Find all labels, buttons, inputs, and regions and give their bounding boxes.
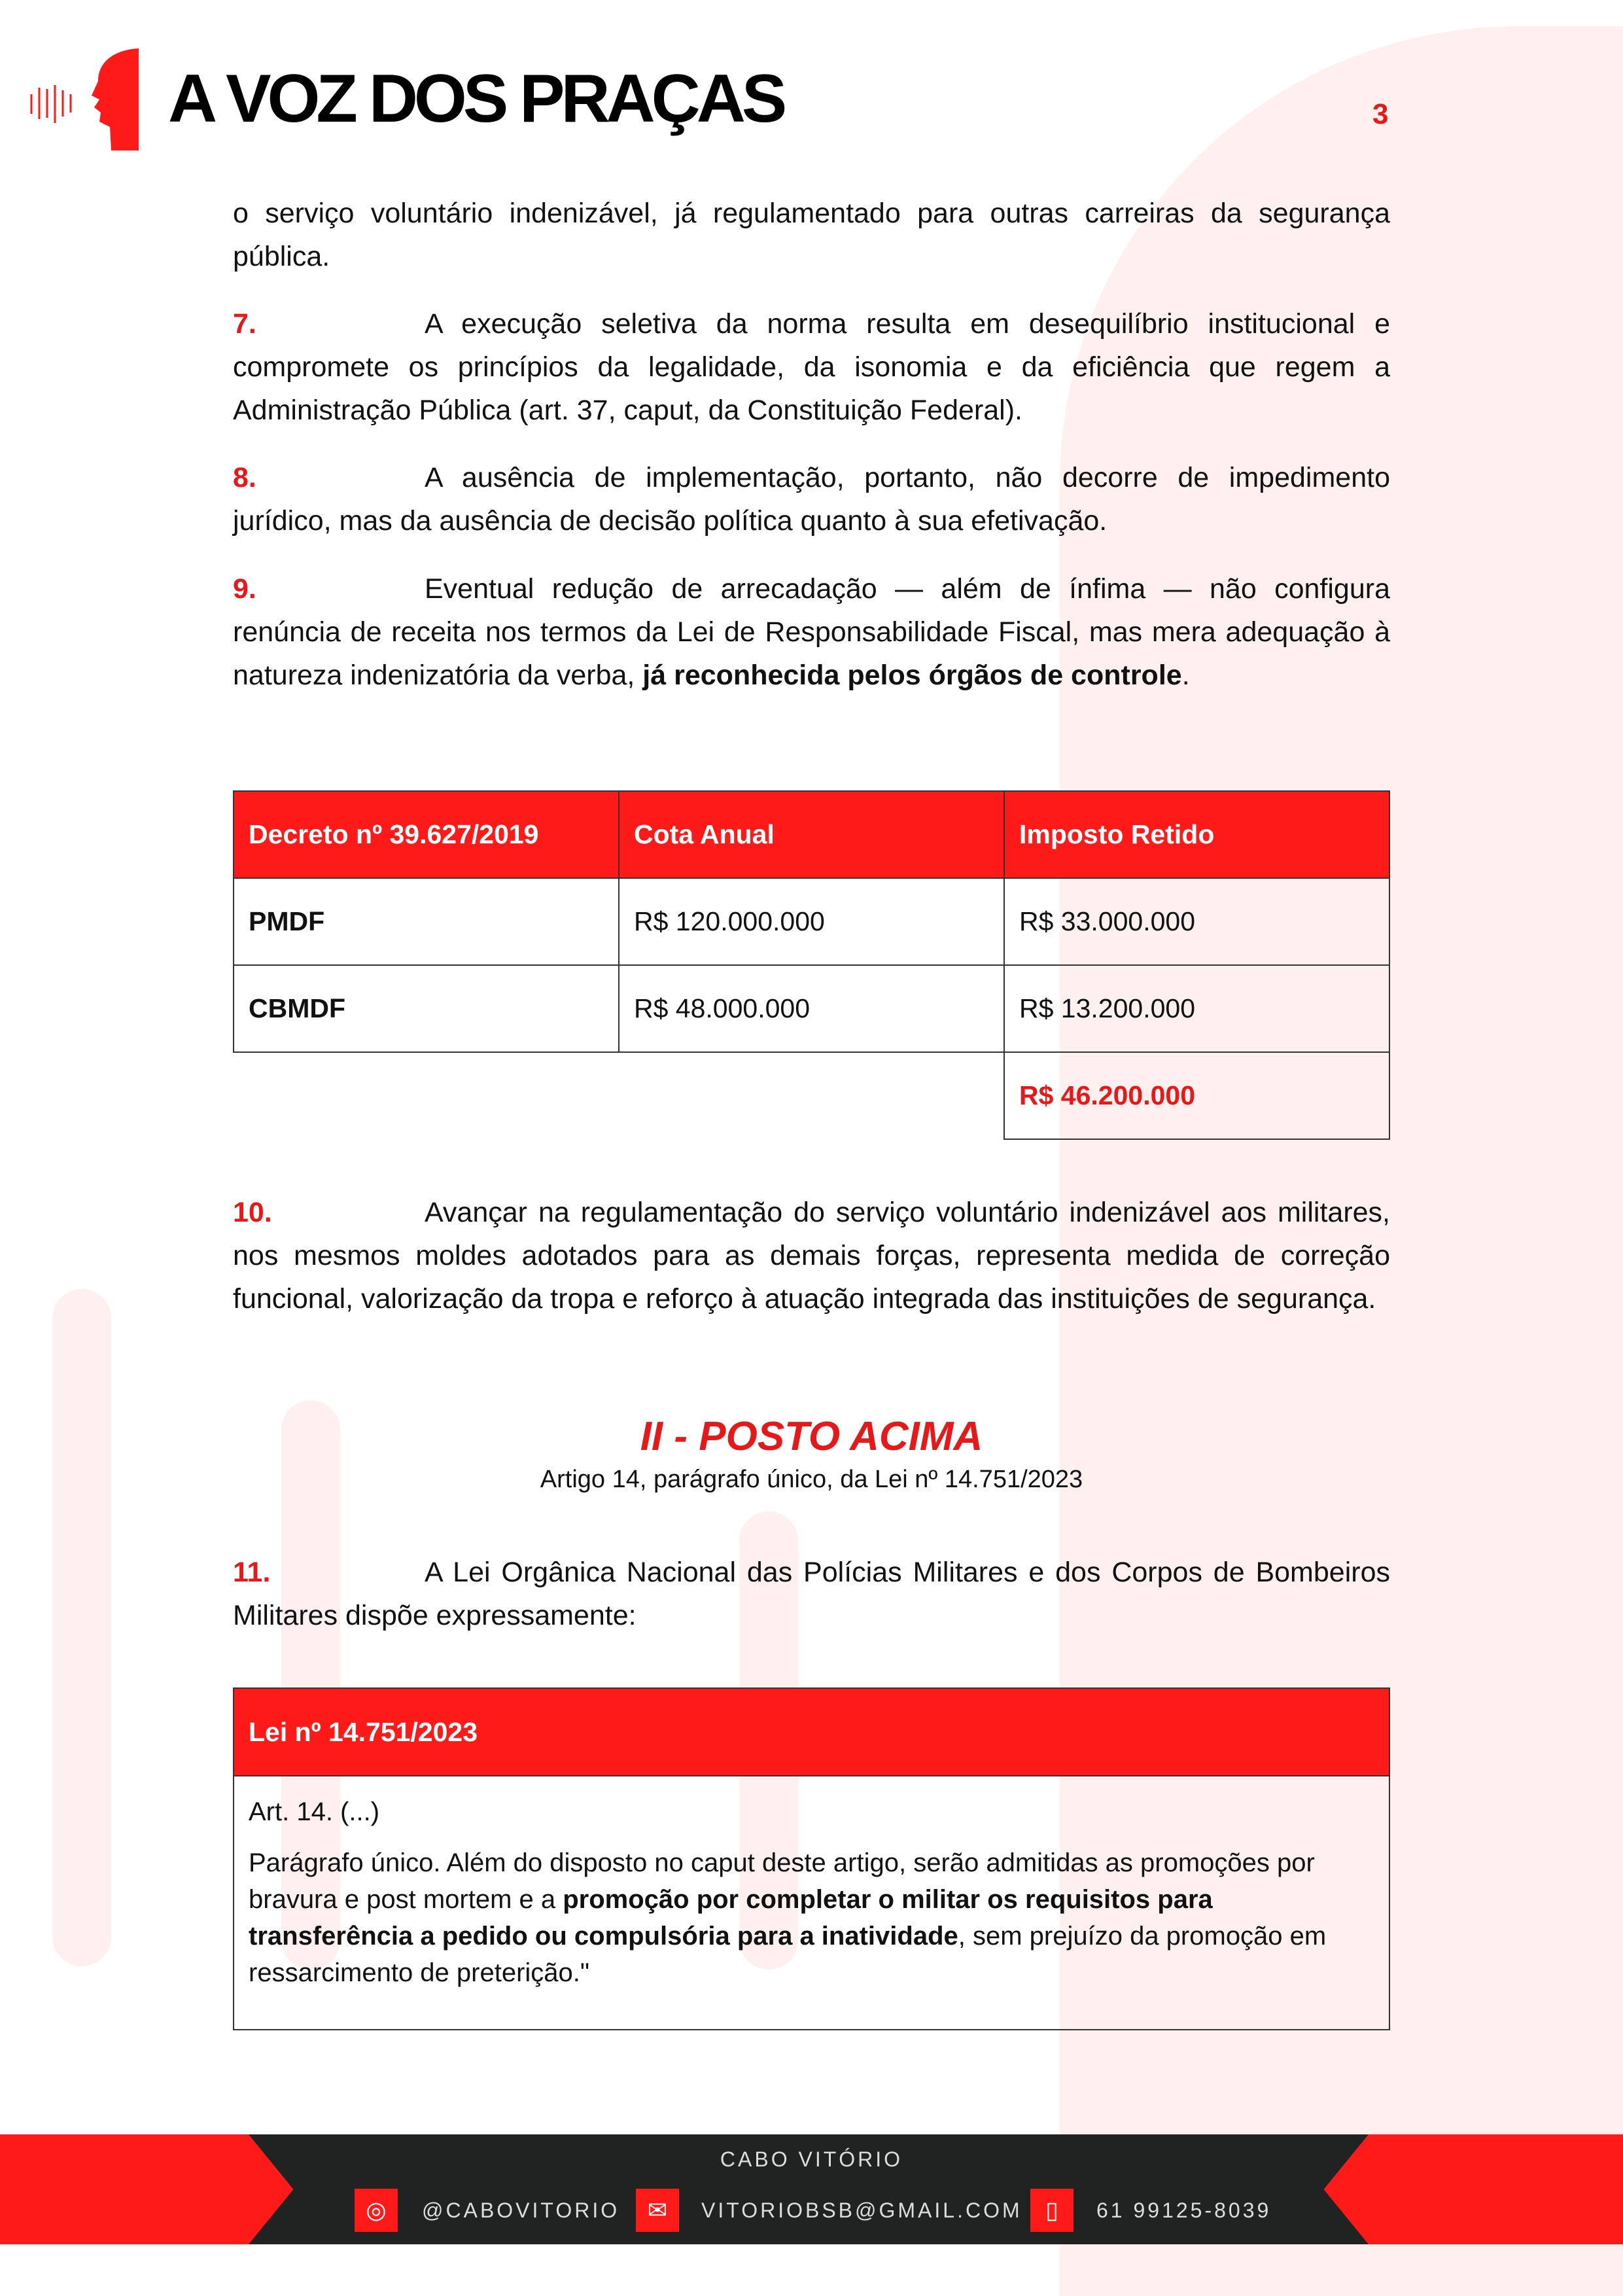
column-header: Imposto Retido: [1004, 791, 1389, 878]
phone-icon[interactable]: ▯: [1030, 2189, 1073, 2232]
empty-cell: [234, 1052, 619, 1139]
quote-text: , sem prejuízo da promoção em ressarcimento de preterição.": [249, 1922, 1327, 1987]
table-total-row: [234, 1052, 1389, 1139]
page-number: 3: [1372, 98, 1389, 130]
section-subtitle: Artigo 14, parágrafo único, da Lei nº 14.751/2023: [540, 1466, 1083, 1493]
paragraph-text: A execução seletiva da norma resulta em desequilíbrio institucional e compromete os princípios da legalidade, da isonomia e da eficiência que regem a Administração Pública (art. 37, caput, da Constituição Federal).: [233, 308, 1390, 426]
paragraph-text: A Lei Orgânica Nacional das Polícias Militares e dos Corpos de Bombeiros Militares dispõe expressamente:: [233, 1557, 1390, 1631]
paragraph-number: 7.: [233, 308, 256, 340]
brand-title: A VOZ DOS PRAÇAS: [168, 61, 784, 137]
paragraph-end: .: [1181, 660, 1190, 691]
table-cell: R$ 120.000.000: [619, 878, 1004, 965]
quote-text: Parágrafo único. Além do disposto no caput deste artigo, serão admitidas as promoções por bravura e post mortem e a: [249, 1848, 1315, 1914]
table-cell: PMDF: [234, 878, 619, 965]
quote-line: Art. 14. (...): [249, 1797, 380, 1826]
table-row: [234, 878, 1389, 965]
empty-cell: [619, 1052, 1004, 1139]
paragraph-number: 10.: [233, 1197, 272, 1228]
paragraph-text: Eventual redução de arrecadação — além de ínfima — não configura renúncia de receita nos termos da Lei de Responsabilidade Fiscal, mas mera adequação à natureza indenizatória da verba,: [233, 573, 1390, 691]
quote-header: Lei nº 14.751/2023: [234, 1688, 1389, 1776]
tax-table: [233, 790, 1390, 1140]
total-cell: R$ 46.200.000: [1004, 1052, 1389, 1139]
paragraph-number: 11.: [233, 1557, 271, 1588]
table-cell: CBMDF: [234, 965, 619, 1052]
instagram-icon[interactable]: ◎: [355, 2189, 398, 2232]
paragraph-number: 9.: [233, 573, 256, 605]
paragraph-text: Avançar na regulamentação do serviço voluntário indenizável aos militares, nos mesmos moldes adotados para as demais forças, representa medida de correção funcional, valorização da tropa e reforço à atuação integrada das instituições de segurança.: [233, 1197, 1390, 1315]
phone-number[interactable]: 61 99125-8039: [1096, 2199, 1272, 2222]
paragraph-bold: já reconhecida pelos órgãos de controle: [642, 660, 1182, 691]
logo-icon: [26, 48, 141, 153]
table-cell: R$ 33.000.000: [1004, 878, 1389, 965]
paragraph-text: A ausência de implementação, portanto, não decorre de impedimento jurídico, mas da ausência de decisão política quanto à sua efetivação.: [233, 462, 1390, 537]
email-address[interactable]: VITORIOBSB@GMAIL.COM: [701, 2199, 1022, 2222]
email-icon[interactable]: ✉: [636, 2189, 679, 2232]
footer-name: CABO VITÓRIO: [720, 2147, 903, 2171]
table-header-row: [234, 791, 1389, 878]
paragraph-number: 8.: [233, 462, 256, 493]
quote-paragraph: [249, 1845, 1374, 1991]
paragraph-11: [233, 1551, 1390, 1637]
law-quote-table: [233, 1687, 1390, 2030]
table-cell: R$ 48.000.000: [619, 965, 1004, 1052]
paragraph-continuation: o serviço voluntário indenizável, já regulamentado para outras carreiras da segurança pública.: [233, 198, 1390, 272]
column-header: Decreto nº 39.627/2019: [234, 791, 619, 878]
background-bar: [52, 1289, 111, 1966]
table-row: [234, 965, 1389, 1052]
column-header: Cota Anual: [619, 791, 1004, 878]
paragraph-7: [233, 302, 1390, 432]
quote-body: [234, 1776, 1389, 2030]
instagram-handle[interactable]: @CABOVITORIO: [422, 2199, 620, 2222]
paragraph-9: [233, 567, 1390, 697]
section-title: II - POSTO ACIMA: [640, 1414, 983, 1459]
table-cell: R$ 13.200.000: [1004, 965, 1389, 1052]
paragraph-8: [233, 456, 1390, 542]
quote-bold: promoção por completar o militar os requisitos para transferência a pedido ou compulsória para a inatividade: [249, 1885, 1213, 1951]
paragraph-10: [233, 1191, 1390, 1320]
